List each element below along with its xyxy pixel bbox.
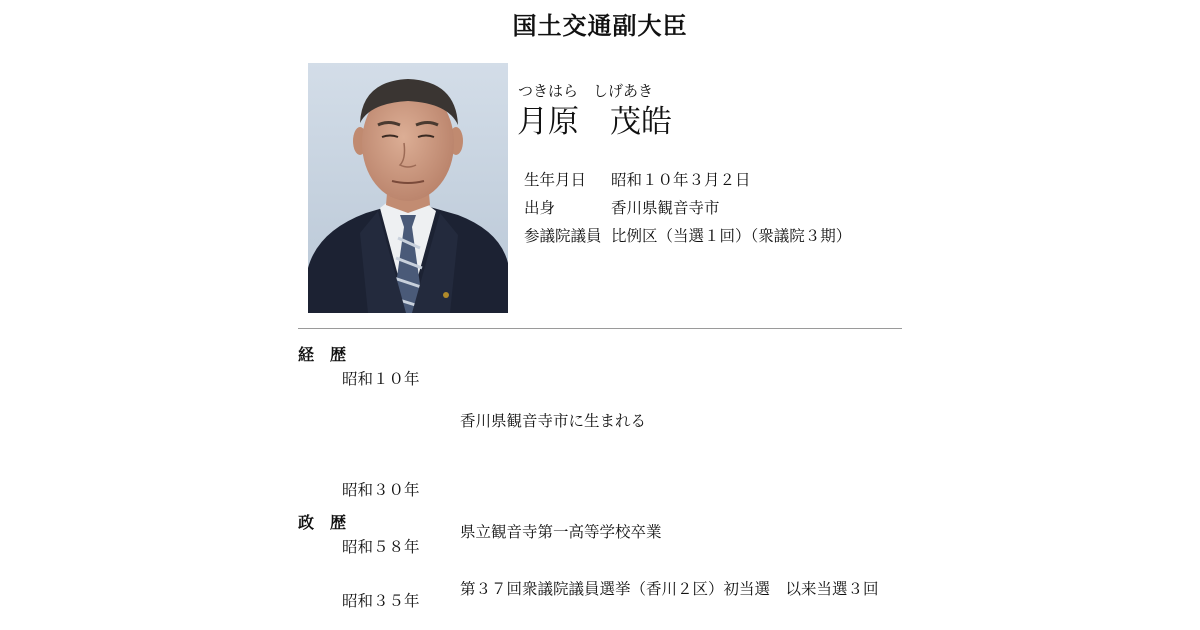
profile-value: 香川県観音寺市 <box>611 199 720 217</box>
profile-label: 出身 <box>524 199 556 217</box>
profile-label: 参議院議員 <box>524 227 602 245</box>
person-name: 月原 茂皓 <box>517 104 672 140</box>
profile-row <box>520 221 851 249</box>
page-title: 国土交通副大臣 <box>512 12 688 40</box>
career-year: 昭和３０年 <box>342 481 420 499</box>
political-section <box>298 511 918 630</box>
profile-value: 昭和１０年３月２日 <box>611 171 751 189</box>
portrait-photo-icon <box>308 63 508 313</box>
political-heading: 政 歴 <box>298 513 347 532</box>
divider <box>298 328 902 329</box>
political-event: 第３７回衆議院議員選挙（香川２区）初当選 以来当選３回 <box>460 580 879 598</box>
career-year: 昭和１０年 <box>342 370 420 388</box>
political-year: 昭和５８年 <box>342 538 420 556</box>
career-event: 県立観音寺第一高等学校卒業 <box>460 523 662 541</box>
career-heading: 経 歴 <box>298 345 347 364</box>
career-entry <box>298 369 918 474</box>
profile-row <box>520 165 851 193</box>
name-furigana: つきはら しげあき <box>518 82 654 100</box>
profile-label: 生年月日 <box>524 171 587 189</box>
career-year: 昭和３５年 <box>342 592 420 610</box>
profile-value: 比例区（当選１回）（衆議院３期） <box>611 227 852 245</box>
career-event: 香川県観音寺市に生まれる <box>460 412 647 430</box>
political-entry <box>298 537 918 630</box>
profile-row <box>520 193 851 221</box>
profile-table <box>520 165 851 249</box>
portrait-photo <box>308 63 508 313</box>
